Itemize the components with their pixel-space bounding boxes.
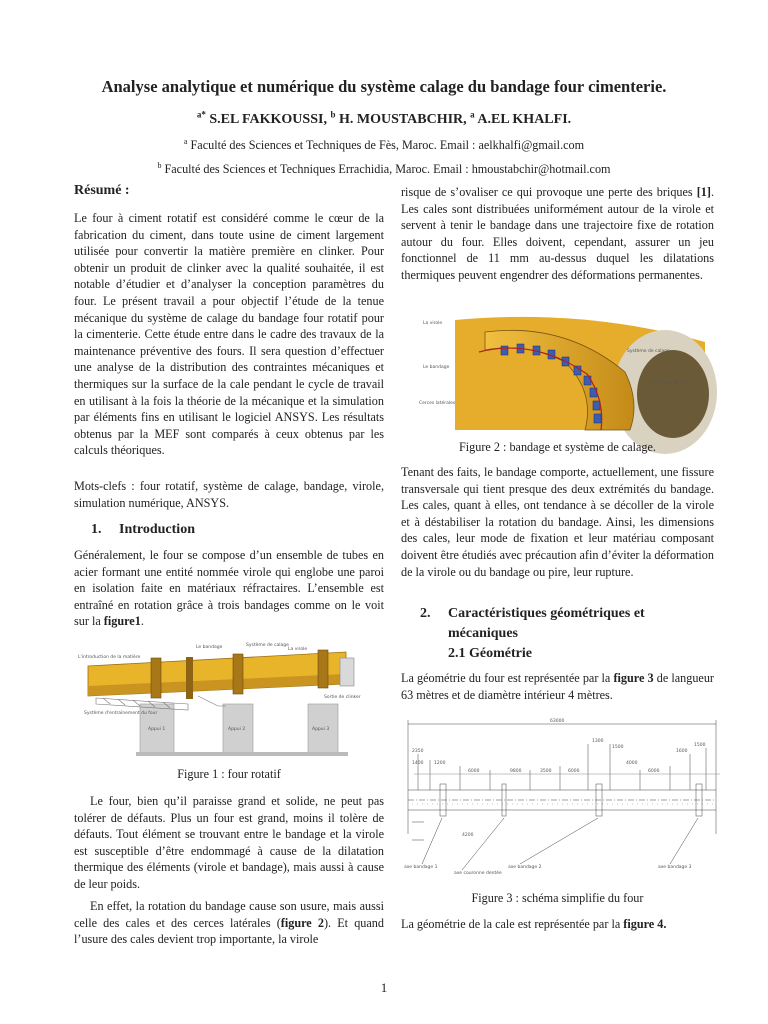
fig3-dim-3: 1200: [434, 761, 446, 766]
fig3-dim-total: 63000: [550, 719, 565, 724]
right-paragraph-1: risque de s’ovaliser ce qui provoque une perte des briques [1]. Les cales sont distribuées uniformément autour de la virole et servent à tenir le bandage dans une trajectoire fixe de rotation autour du four. Elles doivent, cependant, assurer un jeu fonctionnel de 11 mm au-dessus duquel les dilatations thermiques peuvent engendrer des déformations permanentes.: [401, 185, 714, 282]
fig1-label-intro: L'introduction de la matière: [78, 655, 141, 660]
page-number: 1: [380, 980, 388, 995]
fig2-label-bandage: Le bandage: [423, 365, 450, 370]
keywords: Mots-clefs : four rotatif, système de calage, bandage, virole, simulation numérique, ANSYS.: [74, 479, 384, 510]
fig3-dim-9: 4200: [462, 833, 474, 838]
fig3-dim-6: 3500: [540, 769, 552, 774]
fig1-label-appui2: Appui 2: [228, 727, 246, 732]
fig3-label-bandage2: axe bandage 2: [508, 865, 542, 870]
intro-paragraph-1: Généralement, le four se compose d’un ensemble de tubes en acier formant une entité nommée virole qui englobe une paroi en isolation faite en matériaux réfractaires. L’ensemble est entraîné en rotation grâce à trois bandages comme on le voit sur la figure1.: [74, 548, 384, 629]
fig2-label-cerces: Cerces latérales: [419, 401, 456, 406]
geometry-paragraph-1: La géométrie du four est représentée par la figure 3 de langueur 63 mètres et de diamètre intérieur 4 mètres.: [401, 671, 714, 702]
figure-1-rotary-kiln: [78, 640, 361, 758]
fig3-dim-7: 1300: [592, 739, 604, 744]
fig1-label-sortie: Sortie de clinker: [324, 695, 361, 700]
affiliation-b: $^b$ Faculté des Sciences et Techniques Errachidia, Maroc. Email : hmoustabchir@hotmail.com: [157, 161, 611, 177]
resume-text: Le four à ciment rotatif est considéré comme le cœur de la fabrication du ciment, dans toute usine de ciment largement utilisée pour convertir la matière première en clinker. Pour obtenir un produit de clinker avec la qualité souhaitée, il est notable d’étudier et d’analyser la conception paramètres du four. Le présent travail a pour objectif l’étude de la tenue mécanique du système de calage du bandage four rotatif pour la cimenterie. Cette étude entre dans le cadre des travaux de la maintenance préventive des fours. Il sera question d’effectuer une analyse de la distribution des contraintes mécaniques et thermiques sur la surface de la cale pendant le cycle de travail en utilisant à la fois la théorie de la mécanique et la simulation par éléments fins en utilisant le logiciel ANSYS. Les résultats obtenus par la MEF sont comparés à ceux obtenus par les calculs théoriques.: [74, 211, 384, 458]
fig2-label-interieur: L'intérieur du four: [649, 381, 690, 386]
intro-paragraph-3: En effet, la rotation du bandage cause son usure, mais aussi celle des cales et des cerces latérales (figure 2). Et quand l’usure des cales devient trop importante, la virole: [74, 899, 384, 947]
fig1-label-virole: La virole: [288, 647, 308, 652]
geometry-paragraph-2: La géométrie de la cale est représentée par la figure 4.: [401, 917, 667, 931]
fig1-label-calage: Système de calage: [246, 643, 289, 648]
fig1-label-appui3: Appui 3: [312, 727, 330, 732]
figure-2-caption: Figure 2 : bandage et système de calage.: [459, 440, 656, 454]
paper-title: Analyse analytique et numérique du système calage du bandage four cimenterie.: [101, 77, 667, 96]
right-paragraph-2: Tenant des faits, le bandage comporte, actuellement, une fissure transversale qui tient presque des deux extrémités du bandage. Les cales, quant à elles, ont tendance à se décoller de la virole et à déstabiliser la rotation du bandage. Ainsi, les dimensions des cales, leur mode de fixation et leur matériau composant doivent être étudiés avec précaution afin d’éviter la déformation de la virole ou du bandage ou pire, leur rupture.: [401, 465, 714, 579]
author-1: $^{a*}$ S.EL FAKKOUSSI,: [196, 109, 327, 127]
section-2-heading: 2. Caractéristiques géométriques et mécaniques 2.1 Géométrie: [420, 606, 645, 661]
fig3-label-bandage3: axe bandage 3: [658, 865, 692, 870]
figure-3-caption: Figure 3 : schéma simplifie du four: [471, 891, 644, 905]
fig3-dim-13: 1600: [676, 749, 688, 754]
figure-2-bandage-calage: [415, 312, 705, 430]
fig1-label-bandage: Le bandage: [196, 645, 223, 650]
fig3-dim-11: 6000: [648, 769, 660, 774]
section-2-1-heading: 2.1 Géométrie: [448, 646, 532, 661]
author-list: [40, 105, 728, 129]
section-1-heading: 1. Introduction: [91, 522, 195, 537]
author-2: $^b$ H. MOUSTABCHIR,: [330, 109, 467, 127]
fig3-dim-2: 1400: [412, 761, 424, 766]
fig3-dim-1: 2350: [412, 749, 424, 754]
intro-paragraph-2: Le four, bien qu’il paraisse grand et solide, ne peut pas tolérer de défauts. Plus un four est grand, moins il tolère de défauts. Tout élément se trouvant entre le bandage et la virole est susceptible d’être endommagé à cause de la dilatation thermique des éléments (virole et bandage), mais aussi à cause de leur poids.: [74, 794, 384, 891]
fig3-dim-10: 1500: [612, 745, 624, 750]
fig3-dim-14: 4000: [626, 761, 638, 766]
fig1-label-entrainement: Système d'entraînement du four: [84, 711, 158, 716]
figure-1-caption: Figure 1 : four rotatif: [177, 767, 281, 781]
fig3-label-couronne: axe couronne dentée: [454, 871, 502, 876]
fig3-dim-4: 6000: [468, 769, 480, 774]
resume-heading: Résumé :: [74, 183, 130, 198]
fig3-label-bandage1: axe bandage 1: [404, 865, 438, 870]
fig2-label-calage: Système de calage: [627, 349, 670, 354]
fig1-label-appui1: Appui 1: [148, 727, 166, 732]
fig2-label-virole: La virole: [423, 321, 443, 326]
fig3-dim-8: 6000: [568, 769, 580, 774]
fig3-dim-12: 1500: [694, 743, 706, 748]
fig3-dim-5: 9800: [510, 769, 522, 774]
author-3: $^a$ A.EL KHALFI.: [470, 109, 572, 127]
affiliation-a: $^a$ Faculté des Sciences et Techniques de Fès, Maroc. Email : aelkhalfi@gmail.com: [183, 137, 585, 153]
figure-3-kiln-schematic: [400, 714, 720, 884]
